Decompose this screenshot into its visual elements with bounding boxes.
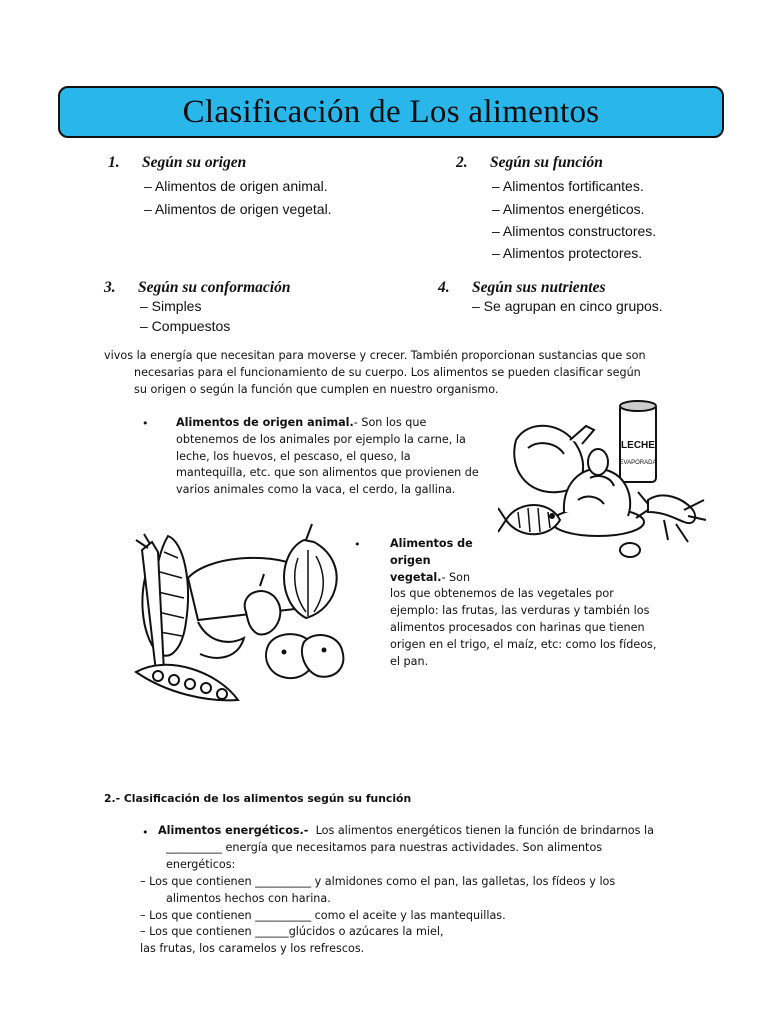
paragraph-line: __________ energía que necesitamos para nuestras actividades. Son alimentos — [166, 840, 603, 854]
classification-item: – Compuestos — [140, 318, 231, 334]
list-item-continuation: alimentos hechos con harina. — [166, 891, 331, 905]
paragraph-text: Los alimentos energéticos tienen la función de brindarnos la — [315, 824, 654, 837]
paragraph-line: el pan. — [390, 654, 429, 668]
can-label: LECHE — [621, 440, 655, 451]
energetic-foods-list — [140, 874, 740, 958]
classification-number: 1. — [108, 154, 120, 171]
garlic-icon — [245, 591, 281, 634]
closing-line: las frutas, los caramelos y los refrescos. — [140, 942, 365, 956]
paragraph-line: origen en el trigo, el maíz, etc: como los fídeos, — [390, 637, 657, 651]
leafy-greens-icon — [198, 622, 244, 658]
classification-title: Según sus nutrientes — [472, 279, 606, 296]
paragraph-line: ejemplo: las frutas, las verduras y también los — [390, 604, 650, 618]
paragraph-line: mantequilla, etc. que son alimentos que provienen de — [176, 466, 479, 480]
paragraph-line: los que obtenemos de las vegetales por — [390, 587, 614, 601]
classification-number: 3. — [104, 279, 116, 296]
vegetal-food-label: origen — [390, 553, 431, 567]
vegetal-food-paragraph — [390, 536, 690, 670]
classification-title: Según su origen — [142, 154, 247, 171]
animal-food-paragraph — [176, 415, 506, 499]
can-sublabel: EVAPORADA — [619, 460, 657, 466]
intro-line: necesarias para el funcionamiento de su cuerpo. Los alimentos se pueden clasificar según — [134, 365, 641, 379]
bullet: • — [142, 826, 149, 839]
classification-4-heading — [438, 279, 606, 297]
fish-icon — [506, 505, 560, 534]
paragraph-line: obtenemos de los animales por ejemplo la carne, la — [176, 432, 466, 446]
list-item: – Los que contienen __________ como el aceite y las mantequillas. — [140, 908, 506, 922]
classification-number: 2. — [456, 154, 468, 171]
paragraph-line: leche, los huevos, el pescaso, el queso, la — [176, 449, 411, 463]
animal-food-label: Alimentos de origen animal. — [176, 416, 354, 429]
classification-title: Según su conformación — [138, 279, 291, 296]
vegetable-foods-illustration — [128, 522, 354, 718]
bullet: • — [354, 538, 361, 551]
title-banner — [58, 86, 724, 138]
vegetal-food-label: vegetal. — [390, 570, 442, 584]
classification-item: – Alimentos de origen animal. — [144, 178, 328, 194]
list-item: – Los que contienen ______glúcidos o azúcares la miel, — [140, 925, 444, 939]
classification-3-heading — [104, 279, 290, 297]
paragraph-line: energéticos: — [166, 857, 236, 871]
classification-title: Según su función — [490, 154, 603, 171]
vegetal-food-label: Alimentos de — [390, 537, 473, 550]
intro-paragraph — [104, 348, 704, 398]
intro-line: su origen o según la función que cumplen en nuestro organismo. — [134, 382, 499, 396]
bullet: • — [142, 417, 149, 430]
onion-icon — [284, 524, 337, 618]
classification-item: – Alimentos fortificantes. — [492, 178, 644, 194]
classification-item: – Alimentos energéticos. — [492, 201, 645, 217]
energetic-foods-paragraph — [140, 823, 740, 873]
intro-line: vivos la energía que necesitan para moverse y crecer. También proporcionan sustancias que son — [104, 349, 646, 362]
classification-number: 4. — [438, 279, 450, 296]
classification-item: – Alimentos constructores. — [492, 223, 657, 239]
egg-icon — [588, 449, 608, 475]
energetic-foods-label: Alimentos energéticos.- — [158, 824, 309, 837]
peas-icon — [136, 665, 238, 701]
classification-item: – Simples — [140, 298, 202, 314]
classification-2-heading — [456, 154, 603, 172]
paragraph-text: - Son — [441, 570, 471, 584]
classification-1-heading — [108, 154, 246, 172]
page-title: Clasificación de Los alimentos — [182, 93, 600, 130]
section-2-title: 2.- Clasificación de los alimentos según su función — [104, 792, 412, 805]
classification-item: – Alimentos de origen vegetal. — [144, 201, 332, 217]
paragraph-text: - Son los que — [353, 416, 427, 429]
list-item: – Los que contienen __________ y almidones como el pan, las galletas, los fídeos y los — [140, 875, 616, 888]
paragraph-line: alimentos procesados con harinas que tienen — [390, 620, 645, 634]
paragraph-line: varios animales como la vaca, el cerdo, la gallina. — [176, 483, 456, 497]
classification-item: – Alimentos protectores. — [492, 245, 643, 261]
lobster-icon — [648, 495, 695, 523]
classification-item: – Se agrupan en cinco grupos. — [472, 298, 663, 314]
